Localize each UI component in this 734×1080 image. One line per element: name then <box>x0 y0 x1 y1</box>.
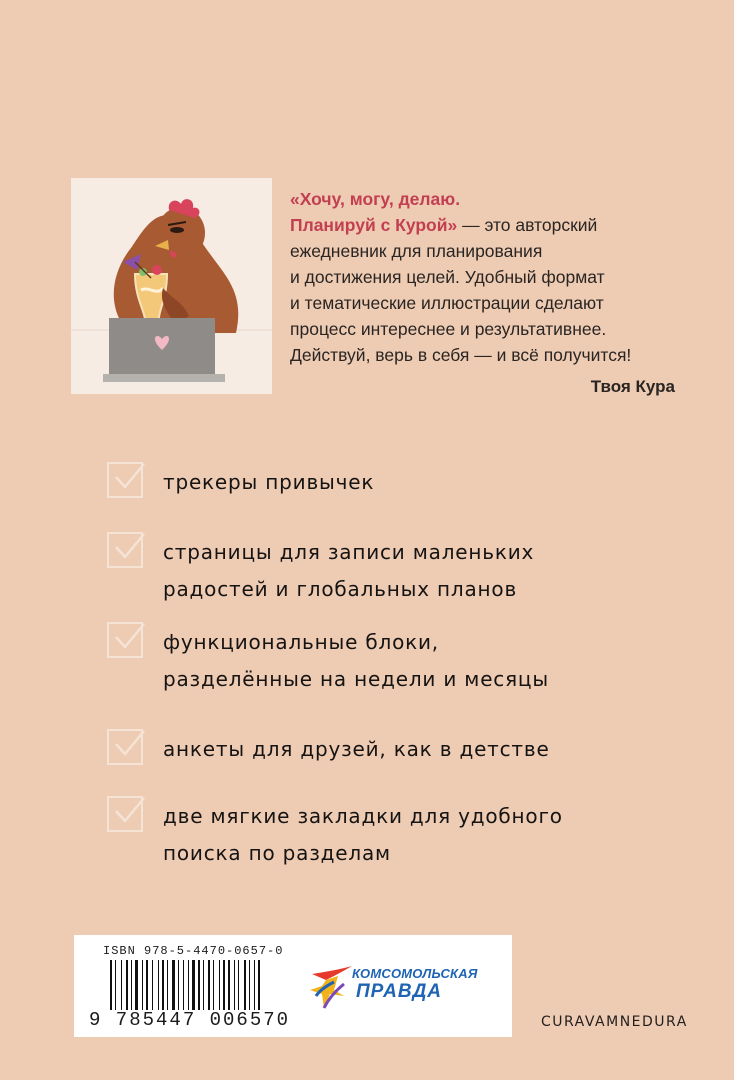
blurb-line-6: процесс интереснее и результативнее. <box>290 319 607 339</box>
barcode-bar <box>244 960 246 1010</box>
blurb-line-7: Действуй, верь в себя — и всё получится! <box>290 345 632 365</box>
feature-line: две мягкие закладки для удобного <box>163 804 563 828</box>
feature-text <box>163 534 534 608</box>
barcode-bar <box>183 960 184 1010</box>
barcode-bar <box>219 960 220 1010</box>
barcode-bar <box>238 960 239 1010</box>
feature-line: трекеры привычек <box>163 470 375 494</box>
barcode <box>110 960 300 1010</box>
blurb-rest-2: — это авторский <box>457 215 598 235</box>
barcode-bar <box>131 960 132 1010</box>
barcode-bar <box>213 960 214 1010</box>
signature: Твоя Кура <box>590 377 675 396</box>
checkbox <box>107 462 143 498</box>
barcode-bar <box>126 960 128 1010</box>
imprint-label: CURAVAMNEDURA <box>541 1014 688 1030</box>
star-swoosh-logo <box>308 960 354 1012</box>
feature-line: разделённые на недели и месяцы <box>163 667 549 691</box>
checkbox <box>107 729 143 765</box>
feature-line: поиска по разделам <box>163 841 391 865</box>
feature-line: функциональные блоки, <box>163 630 439 654</box>
barcode-bar <box>188 960 189 1010</box>
feature-line: анкеты для друзей, как в детстве <box>163 737 550 761</box>
barcode-bar <box>115 960 116 1010</box>
barcode-bar <box>208 960 210 1010</box>
barcode-bar <box>223 960 225 1010</box>
feature-item <box>107 796 667 876</box>
barcode-bar <box>142 960 143 1010</box>
barcode-bar <box>152 960 153 1010</box>
barcode-bar <box>162 960 164 1010</box>
feature-text <box>163 798 563 872</box>
barcode-bar <box>121 960 122 1010</box>
barcode-digits: 9 785447 006570 <box>89 1009 291 1031</box>
checkbox <box>107 796 143 832</box>
feature-item <box>107 532 667 612</box>
feature-line: страницы для записи маленьких <box>163 540 535 564</box>
barcode-bar <box>110 960 112 1010</box>
feature-line: радостей и глобальных планов <box>163 577 518 601</box>
description-paragraph <box>290 186 690 368</box>
barcode-bar <box>146 960 148 1010</box>
barcode-bar <box>234 960 235 1010</box>
blurb-accent-2: Планируй с Курой» <box>290 215 458 235</box>
feature-text <box>163 731 550 768</box>
hen-illustration <box>71 178 272 394</box>
isbn-label: ISBN 978-5-4470-0657-0 <box>103 944 284 958</box>
feature-item <box>107 462 667 542</box>
barcode-bar <box>258 960 260 1010</box>
barcode-bar <box>192 960 195 1010</box>
barcode-bar <box>249 960 250 1010</box>
checkmark-icon <box>113 532 147 562</box>
checkmark-icon <box>113 796 147 826</box>
blurb-line-4: и достижения целей. Удобный формат <box>290 267 605 287</box>
barcode-bar <box>167 960 168 1010</box>
publisher-logo <box>308 960 498 1012</box>
feature-item <box>107 622 667 702</box>
blurb-line-5: и тематические иллюстрации сделают <box>290 293 604 313</box>
barcode-bar <box>228 960 230 1010</box>
barcode-bar <box>135 960 138 1010</box>
checkbox <box>107 622 143 658</box>
barcode-bar <box>198 960 200 1010</box>
barcode-bar <box>158 960 159 1010</box>
blurb-line-3: ежедневник для планирования <box>290 241 543 261</box>
blurb-line-2 <box>290 212 690 238</box>
barcode-bar <box>172 960 175 1010</box>
barcode-bar <box>178 960 179 1010</box>
publisher-name-line2: ПРАВДА <box>356 981 443 1002</box>
checkmark-icon <box>113 729 147 759</box>
checkbox <box>107 532 143 568</box>
feature-text <box>163 464 374 501</box>
checkmark-icon <box>113 462 147 492</box>
feature-text <box>163 624 549 698</box>
isbn-panel <box>74 935 512 1037</box>
checkmark-icon <box>113 622 147 652</box>
blurb-line-1 <box>290 186 690 212</box>
publisher-name-line1: КОМСОМОЛЬСКАЯ <box>352 966 478 981</box>
hen-with-laptop-illustration <box>71 178 272 394</box>
barcode-bar <box>203 960 204 1010</box>
blurb-accent-1: «Хочу, могу, делаю. <box>290 189 461 209</box>
barcode-bar <box>254 960 255 1010</box>
